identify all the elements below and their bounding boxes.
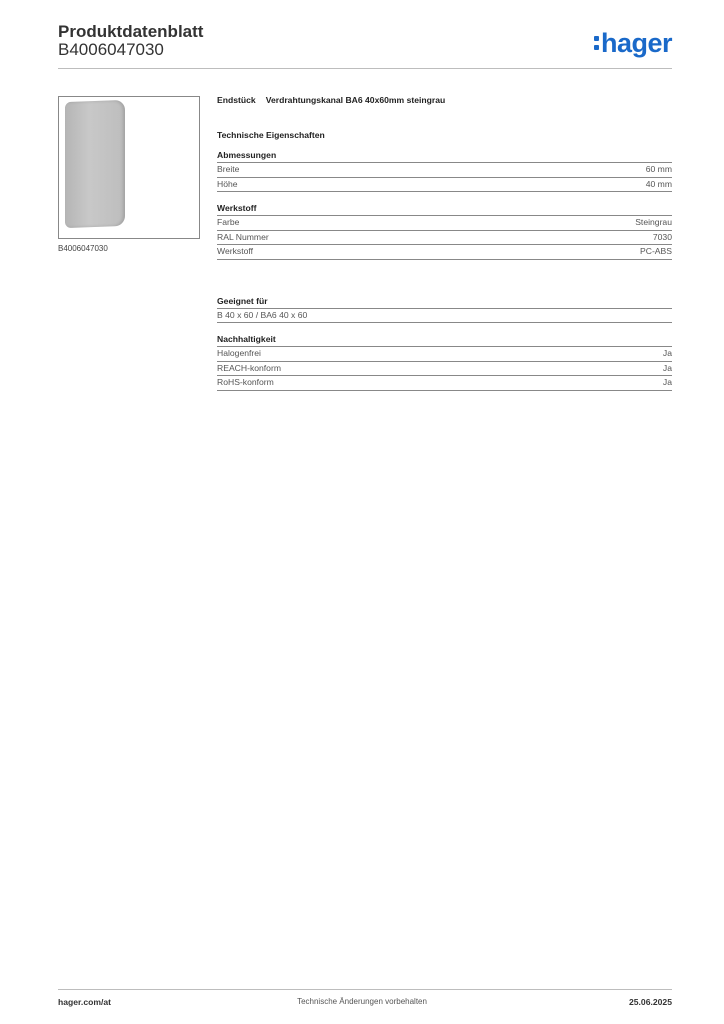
product-headline xyxy=(217,95,672,105)
group-heading: Geeignet für xyxy=(217,296,672,309)
table-row xyxy=(217,163,672,178)
table-row xyxy=(217,376,672,391)
document-number: B4006047030 xyxy=(58,40,164,59)
hager-logo xyxy=(594,30,672,57)
logo-colon-icon xyxy=(594,32,600,52)
table-row xyxy=(217,178,672,193)
row-value: 7030 xyxy=(652,231,672,242)
row-label: Halogenfrei xyxy=(217,348,261,358)
footer-website[interactable]: hager.com/at xyxy=(58,997,112,1007)
row-label: Werkstoff xyxy=(217,246,253,256)
table-row xyxy=(217,216,672,231)
table-row xyxy=(217,347,672,362)
document-title: Produktdatenblatt xyxy=(58,22,204,41)
product-name: Verdrahtungskanal BA6 40x60mm steingrau xyxy=(265,95,446,105)
row-value: 40 mm xyxy=(645,178,672,189)
table-row xyxy=(217,245,672,260)
row-value: Ja xyxy=(662,362,672,373)
footer-divider xyxy=(58,989,672,990)
footer-date: 25.06.2025 xyxy=(628,997,672,1007)
footer-notice: Technische Änderungen vorbehalten xyxy=(297,997,427,1006)
row-label: B 40 x 60 / BA6 40 x 60 xyxy=(217,309,308,320)
product-image-caption: B4006047030 xyxy=(58,244,108,253)
table-row xyxy=(217,309,672,324)
group-sustainability xyxy=(217,334,672,391)
group-heading: Abmessungen xyxy=(217,150,672,163)
row-value: Steingrau xyxy=(635,217,672,227)
end-cap-image xyxy=(65,100,125,228)
document-header xyxy=(58,20,672,68)
group-heading: Werkstoff xyxy=(217,203,672,216)
row-value: 60 mm xyxy=(645,164,672,174)
product-image xyxy=(58,96,200,239)
group-heading: Nachhaltigkeit xyxy=(217,334,672,347)
group-material xyxy=(217,203,672,260)
logo-text: hager xyxy=(600,28,672,58)
row-label: REACH-konform xyxy=(217,362,281,373)
row-label: Farbe xyxy=(217,217,240,227)
table-row xyxy=(217,231,672,246)
header-divider xyxy=(58,68,672,69)
table-row xyxy=(217,362,672,377)
group-suitable-for xyxy=(217,296,672,324)
row-value: PC-ABS xyxy=(640,246,672,256)
section-title: Technische Eigenschaften xyxy=(217,130,325,140)
row-label: Breite xyxy=(217,164,240,174)
row-label: RoHS-konform xyxy=(217,377,274,387)
row-value: Ja xyxy=(662,348,672,358)
row-value: Ja xyxy=(662,377,672,387)
group-dimensions xyxy=(217,150,672,192)
product-category: Endstück xyxy=(217,95,256,105)
product-details xyxy=(217,90,672,391)
row-label: RAL Nummer xyxy=(217,231,269,242)
row-label: Höhe xyxy=(217,178,238,189)
